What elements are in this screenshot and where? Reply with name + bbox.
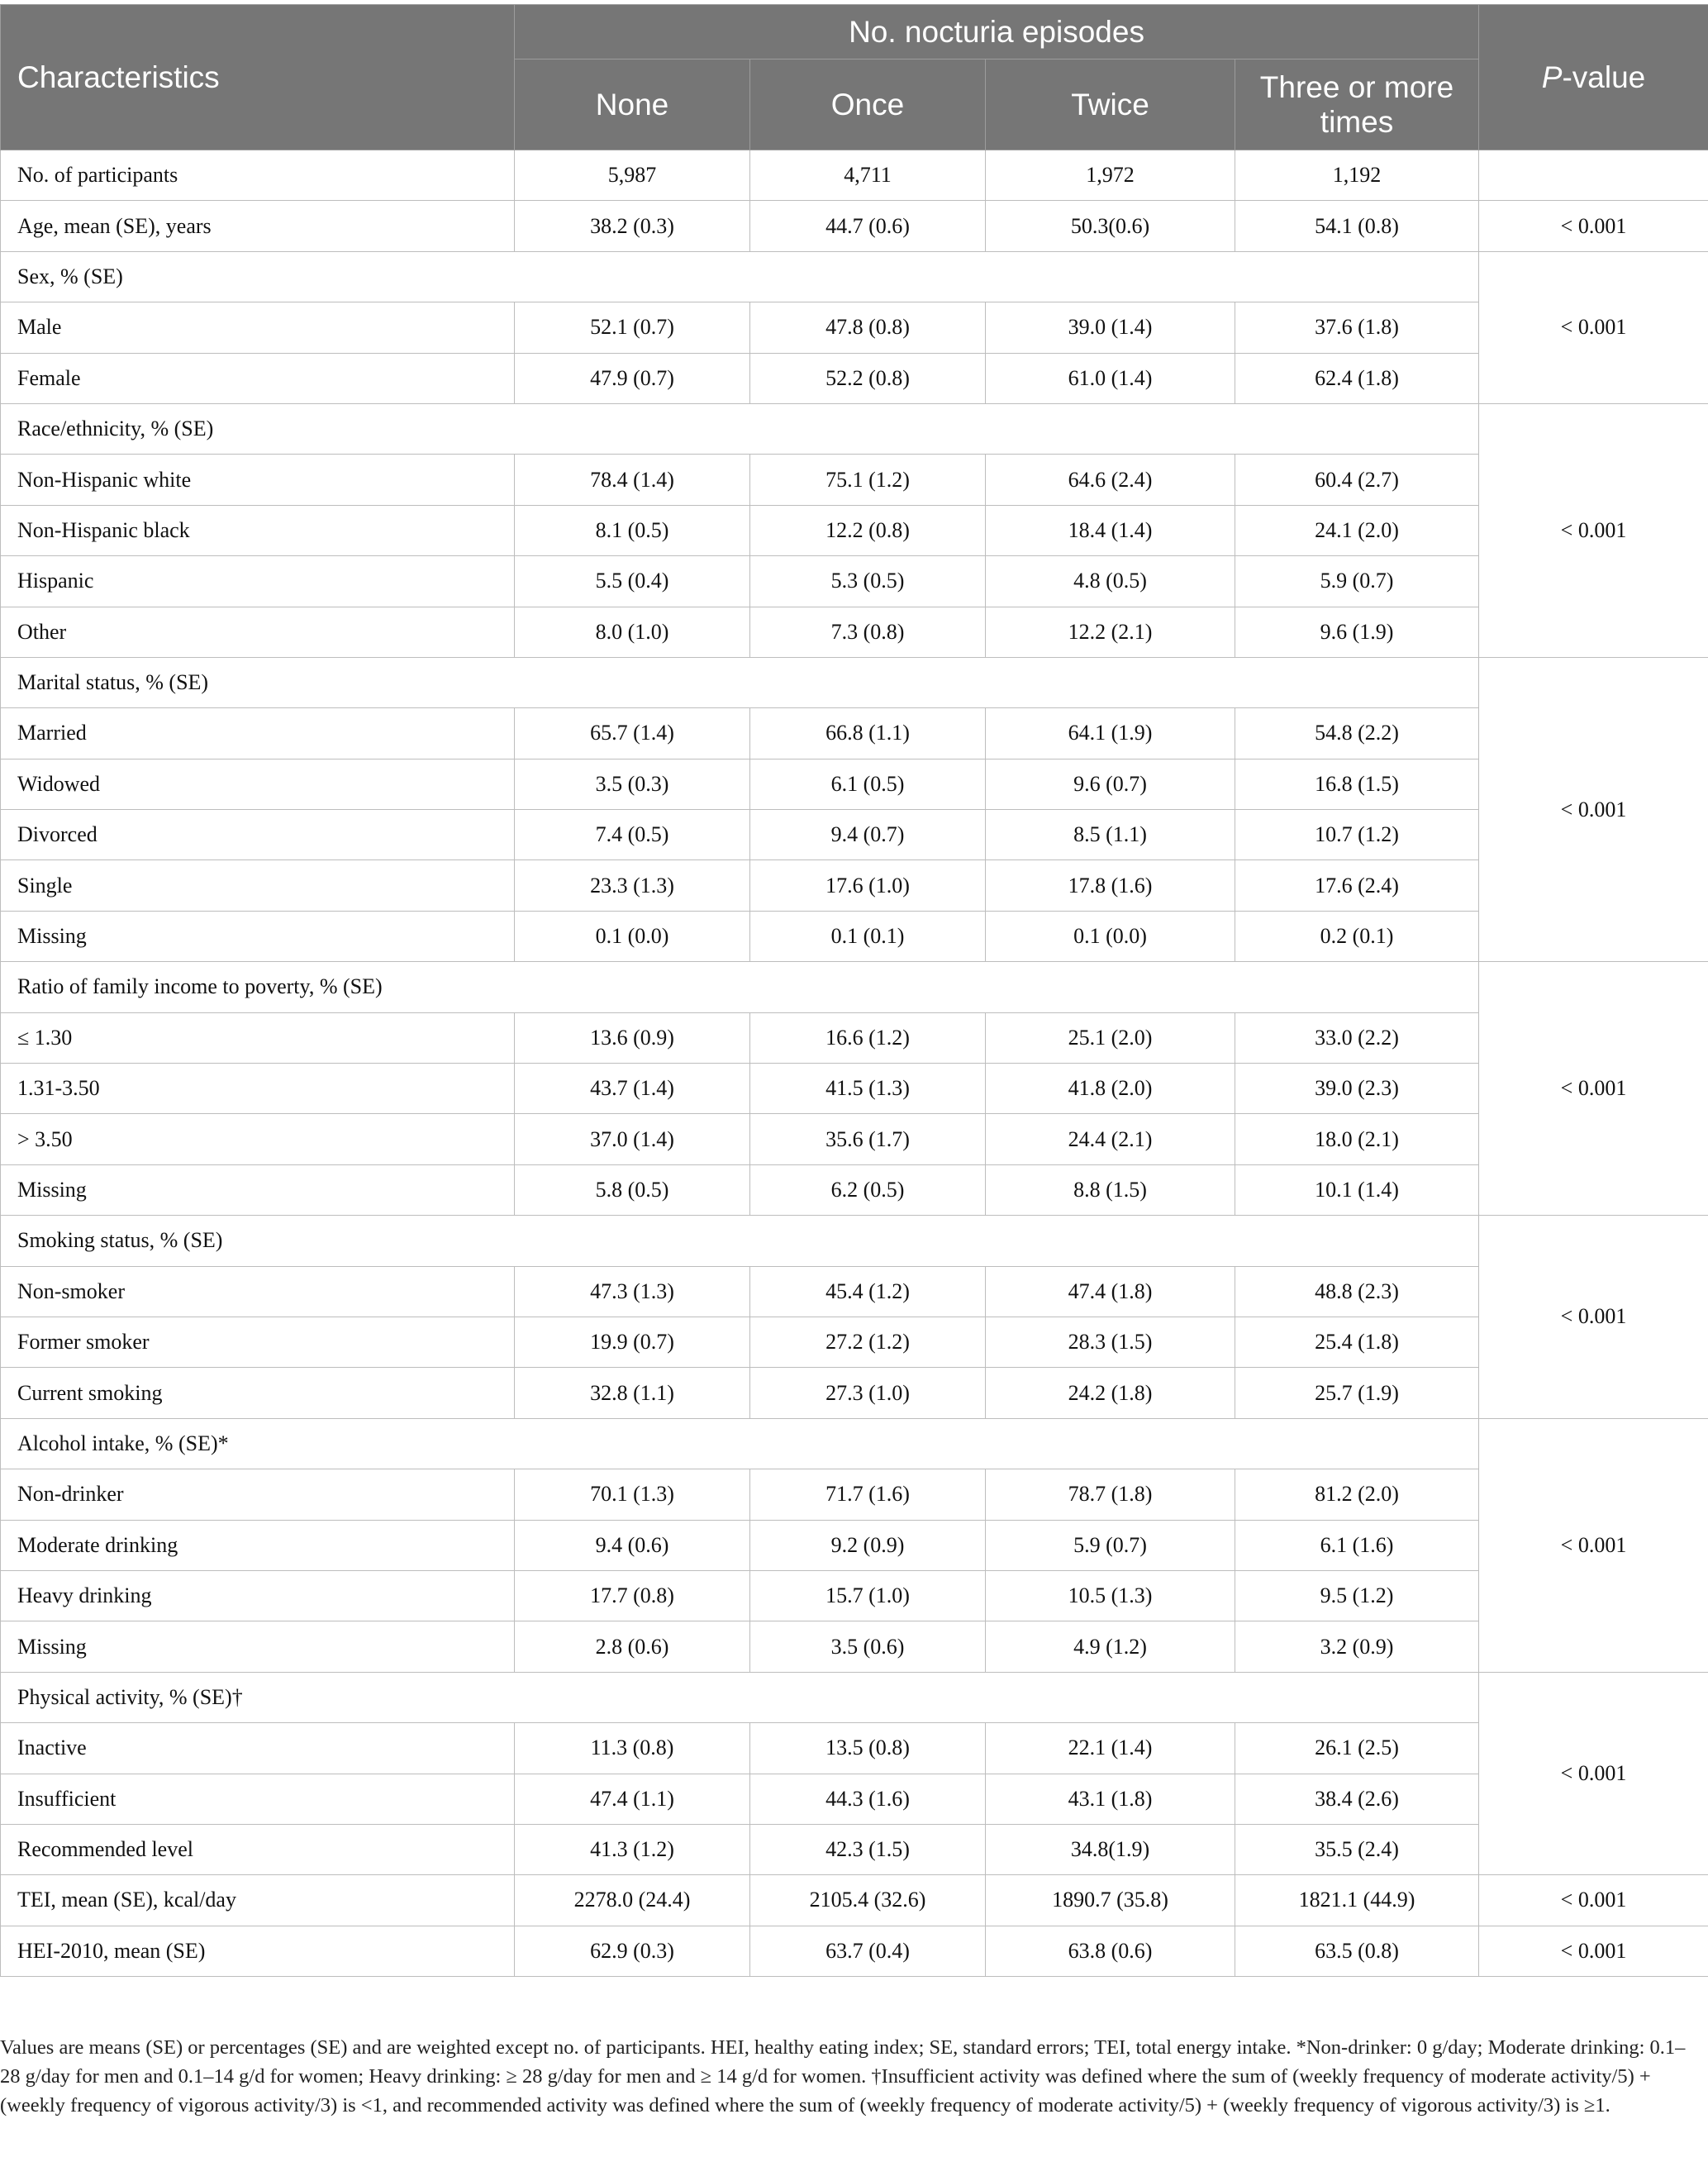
value-cell: 5.9 (0.7) (1235, 556, 1479, 607)
value-cell: 11.3 (0.8) (515, 1723, 750, 1774)
value-cell: 2105.4 (32.6) (750, 1875, 986, 1926)
value-cell: 9.5 (1.2) (1235, 1570, 1479, 1621)
row-label: Single (1, 860, 515, 911)
value-cell: 41.3 (1.2) (515, 1824, 750, 1874)
value-cell: 25.4 (1.8) (1235, 1317, 1479, 1367)
value-cell: 8.5 (1.1) (986, 810, 1235, 860)
row-label: Male (1, 302, 515, 353)
value-cell: 81.2 (2.0) (1235, 1469, 1479, 1520)
table-row (1, 1469, 1708, 1520)
value-cell: 10.5 (1.3) (986, 1570, 1235, 1621)
p-value-cell: < 0.001 (1479, 251, 1708, 403)
value-cell: 4.8 (0.5) (986, 556, 1235, 607)
value-cell: 63.8 (0.6) (986, 1926, 1235, 1976)
value-cell: 62.9 (0.3) (515, 1926, 750, 1976)
table-row (1, 1064, 1708, 1114)
table-row (1, 1317, 1708, 1367)
table-row (1, 302, 1708, 353)
value-cell: 13.5 (0.8) (750, 1723, 986, 1774)
value-cell: 9.4 (0.6) (515, 1520, 750, 1570)
value-cell: 17.7 (0.8) (515, 1570, 750, 1621)
p-value-cell: < 0.001 (1479, 403, 1708, 657)
value-cell: 17.8 (1.6) (986, 860, 1235, 911)
row-label: Married (1, 708, 515, 759)
table-row (1, 810, 1708, 860)
value-cell: 19.9 (0.7) (515, 1317, 750, 1367)
value-cell: 5,987 (515, 150, 750, 201)
p-value-cell: < 0.001 (1479, 657, 1708, 961)
row-label: Widowed (1, 759, 515, 809)
value-cell: 6.1 (0.5) (750, 759, 986, 809)
section-label: Smoking status, % (SE) (1, 1216, 1479, 1266)
section-row (1, 1418, 1708, 1469)
value-cell: 1821.1 (44.9) (1235, 1875, 1479, 1926)
table-row (1, 1012, 1708, 1063)
value-cell: 7.3 (0.8) (750, 607, 986, 657)
value-cell: 38.4 (2.6) (1235, 1774, 1479, 1824)
section-label: Alcohol intake, % (SE)* (1, 1418, 1479, 1469)
table-row (1, 1875, 1708, 1926)
table-row (1, 1520, 1708, 1570)
value-cell: 8.8 (1.5) (986, 1164, 1235, 1215)
table-row (1, 1570, 1708, 1621)
nocturia-episodes-header: No. nocturia episodes (515, 5, 1479, 60)
row-label: Other (1, 607, 515, 657)
value-cell: 24.2 (1.8) (986, 1368, 1235, 1418)
value-cell: 52.1 (0.7) (515, 302, 750, 353)
table-row (1, 1723, 1708, 1774)
row-label: Inactive (1, 1723, 515, 1774)
section-label: Physical activity, % (SE)† (1, 1672, 1479, 1722)
value-cell: 1,972 (986, 150, 1235, 201)
p-value-cell: < 0.001 (1479, 1418, 1708, 1672)
row-label: Missing (1, 1621, 515, 1672)
value-cell: 8.0 (1.0) (515, 607, 750, 657)
value-cell: 4,711 (750, 150, 986, 201)
value-cell: 0.2 (0.1) (1235, 911, 1479, 961)
table-row (1, 353, 1708, 403)
value-cell: 66.8 (1.1) (750, 708, 986, 759)
value-cell: 0.1 (0.0) (515, 911, 750, 961)
value-cell: 54.1 (0.8) (1235, 201, 1479, 251)
value-cell: 1,192 (1235, 150, 1479, 201)
value-cell: 1890.7 (35.8) (986, 1875, 1235, 1926)
value-cell: 48.8 (2.3) (1235, 1266, 1479, 1317)
p-value-cell: < 0.001 (1479, 1926, 1708, 1976)
section-row (1, 657, 1708, 707)
value-cell: 6.2 (0.5) (750, 1164, 986, 1215)
p-value-cell (1479, 150, 1708, 201)
value-cell: 71.7 (1.6) (750, 1469, 986, 1520)
value-cell: 12.2 (0.8) (750, 505, 986, 555)
value-cell: 33.0 (2.2) (1235, 1012, 1479, 1063)
value-cell: 4.9 (1.2) (986, 1621, 1235, 1672)
table-row (1, 1114, 1708, 1164)
section-row (1, 962, 1708, 1012)
value-cell: 37.6 (1.8) (1235, 302, 1479, 353)
value-cell: 17.6 (2.4) (1235, 860, 1479, 911)
row-label: Non-smoker (1, 1266, 515, 1317)
table-row (1, 1368, 1708, 1418)
table-row (1, 708, 1708, 759)
row-label: 1.31-3.50 (1, 1064, 515, 1114)
value-cell: 27.2 (1.2) (750, 1317, 986, 1367)
value-cell: 5.9 (0.7) (986, 1520, 1235, 1570)
value-cell: 24.1 (2.0) (1235, 505, 1479, 555)
value-cell: 47.4 (1.8) (986, 1266, 1235, 1317)
p-value-cell: < 0.001 (1479, 1672, 1708, 1875)
p-value-cell: < 0.001 (1479, 201, 1708, 251)
row-label: Current smoking (1, 1368, 515, 1418)
value-cell: 23.3 (1.3) (515, 860, 750, 911)
table-row (1, 911, 1708, 961)
table-footnote: Values are means (SE) or percentages (SE) and are weighted except no. of participants. HEI, healthy eating index; SE, standard errors; TEI, total energy intake. *Non-drinker: 0 g/day; Moderate drinking: 0.1–28 g/day for men and 0.1–14 g/d for women; Heavy drinking: ≥ 28 g/day for men and ≥ 14 g/d for women. †Insufficient activity was defined where the sum of (weekly frequency of moderate activity/5) + (weekly frequency of vigorous activity/3) is <1, and recommended activity was defined where the sum of (weekly frequency of moderate activity/5) + (weekly frequency of vigorous activity/3) is ≥1. (0, 2036, 1686, 2117)
value-cell: 60.4 (2.7) (1235, 455, 1479, 505)
value-cell: 18.4 (1.4) (986, 505, 1235, 555)
value-cell: 54.8 (2.2) (1235, 708, 1479, 759)
table-row (1, 556, 1708, 607)
value-cell: 27.3 (1.0) (750, 1368, 986, 1418)
value-cell: 3.2 (0.9) (1235, 1621, 1479, 1672)
row-label: Divorced (1, 810, 515, 860)
table-row (1, 607, 1708, 657)
section-row (1, 1672, 1708, 1722)
table-row (1, 455, 1708, 505)
value-cell: 7.4 (0.5) (515, 810, 750, 860)
value-cell: 63.5 (0.8) (1235, 1926, 1479, 1976)
p-value-cell: < 0.001 (1479, 962, 1708, 1216)
value-cell: 38.2 (0.3) (515, 201, 750, 251)
table-header (1, 5, 1708, 150)
value-cell: 25.7 (1.9) (1235, 1368, 1479, 1418)
row-label: ≤ 1.30 (1, 1012, 515, 1063)
value-cell: 47.8 (0.8) (750, 302, 986, 353)
row-label: TEI, mean (SE), kcal/day (1, 1875, 515, 1926)
value-cell: 75.1 (1.2) (750, 455, 986, 505)
value-cell: 17.6 (1.0) (750, 860, 986, 911)
value-cell: 43.7 (1.4) (515, 1064, 750, 1114)
row-label: Non-drinker (1, 1469, 515, 1520)
p-value-header: P-value (1479, 5, 1708, 150)
value-cell: 43.1 (1.8) (986, 1774, 1235, 1824)
table-row (1, 1774, 1708, 1824)
value-cell: 9.6 (0.7) (986, 759, 1235, 809)
value-cell: 34.8(1.9) (986, 1824, 1235, 1874)
column-header-three-or-more: Three or more times (1235, 60, 1479, 150)
value-cell: 24.4 (2.1) (986, 1114, 1235, 1164)
section-row (1, 1216, 1708, 1266)
table-row (1, 1164, 1708, 1215)
row-label: Non-Hispanic black (1, 505, 515, 555)
column-header-twice: Twice (986, 60, 1235, 150)
value-cell: 78.4 (1.4) (515, 455, 750, 505)
table-row (1, 1926, 1708, 1976)
value-cell: 35.6 (1.7) (750, 1114, 986, 1164)
value-cell: 44.3 (1.6) (750, 1774, 986, 1824)
section-label: Ratio of family income to poverty, % (SE) (1, 962, 1479, 1012)
section-label: Sex, % (SE) (1, 251, 1479, 302)
value-cell: 41.5 (1.3) (750, 1064, 986, 1114)
value-cell: 47.9 (0.7) (515, 353, 750, 403)
value-cell: 13.6 (0.9) (515, 1012, 750, 1063)
table-row (1, 1824, 1708, 1874)
value-cell: 10.1 (1.4) (1235, 1164, 1479, 1215)
value-cell: 44.7 (0.6) (750, 201, 986, 251)
value-cell: 37.0 (1.4) (515, 1114, 750, 1164)
table-row (1, 505, 1708, 555)
row-label: HEI-2010, mean (SE) (1, 1926, 515, 1976)
value-cell: 9.2 (0.9) (750, 1520, 986, 1570)
row-label: Age, mean (SE), years (1, 201, 515, 251)
value-cell: 61.0 (1.4) (986, 353, 1235, 403)
value-cell: 42.3 (1.5) (750, 1824, 986, 1874)
value-cell: 41.8 (2.0) (986, 1064, 1235, 1114)
table-row (1, 1621, 1708, 1672)
value-cell: 45.4 (1.2) (750, 1266, 986, 1317)
row-label: Missing (1, 1164, 515, 1215)
value-cell: 18.0 (2.1) (1235, 1114, 1479, 1164)
value-cell: 0.1 (0.0) (986, 911, 1235, 961)
value-cell: 0.1 (0.1) (750, 911, 986, 961)
section-label: Race/ethnicity, % (SE) (1, 403, 1479, 454)
value-cell: 3.5 (0.3) (515, 759, 750, 809)
value-cell: 62.4 (1.8) (1235, 353, 1479, 403)
section-label: Marital status, % (SE) (1, 657, 1479, 707)
value-cell: 10.7 (1.2) (1235, 810, 1479, 860)
section-row (1, 403, 1708, 454)
value-cell: 2.8 (0.6) (515, 1621, 750, 1672)
value-cell: 8.1 (0.5) (515, 505, 750, 555)
row-label: Missing (1, 911, 515, 961)
value-cell: 32.8 (1.1) (515, 1368, 750, 1418)
baseline-characteristics-table (0, 4, 1708, 1977)
row-label: Moderate drinking (1, 1520, 515, 1570)
value-cell: 35.5 (2.4) (1235, 1824, 1479, 1874)
value-cell: 64.1 (1.9) (986, 708, 1235, 759)
column-header-once: Once (750, 60, 986, 150)
value-cell: 63.7 (0.4) (750, 1926, 986, 1976)
value-cell: 50.3(0.6) (986, 201, 1235, 251)
value-cell: 9.6 (1.9) (1235, 607, 1479, 657)
value-cell: 26.1 (2.5) (1235, 1723, 1479, 1774)
row-label: Heavy drinking (1, 1570, 515, 1621)
row-label: Former smoker (1, 1317, 515, 1367)
row-label: No. of participants (1, 150, 515, 201)
value-cell: 9.4 (0.7) (750, 810, 986, 860)
value-cell: 25.1 (2.0) (986, 1012, 1235, 1063)
column-header-none: None (515, 60, 750, 150)
table-row (1, 201, 1708, 251)
row-label: Non-Hispanic white (1, 455, 515, 505)
value-cell: 15.7 (1.0) (750, 1570, 986, 1621)
row-label: > 3.50 (1, 1114, 515, 1164)
section-row (1, 251, 1708, 302)
value-cell: 28.3 (1.5) (986, 1317, 1235, 1367)
row-label: Hispanic (1, 556, 515, 607)
value-cell: 64.6 (2.4) (986, 455, 1235, 505)
value-cell: 5.8 (0.5) (515, 1164, 750, 1215)
value-cell: 16.6 (1.2) (750, 1012, 986, 1063)
table-row (1, 759, 1708, 809)
value-cell: 47.4 (1.1) (515, 1774, 750, 1824)
table-body (1, 150, 1708, 1977)
table-row (1, 1266, 1708, 1317)
value-cell: 5.5 (0.4) (515, 556, 750, 607)
value-cell: 47.3 (1.3) (515, 1266, 750, 1317)
value-cell: 5.3 (0.5) (750, 556, 986, 607)
value-cell: 78.7 (1.8) (986, 1469, 1235, 1520)
row-label: Female (1, 353, 515, 403)
table-row (1, 860, 1708, 911)
row-label: Insufficient (1, 1774, 515, 1824)
value-cell: 2278.0 (24.4) (515, 1875, 750, 1926)
value-cell: 12.2 (2.1) (986, 607, 1235, 657)
value-cell: 22.1 (1.4) (986, 1723, 1235, 1774)
value-cell: 6.1 (1.6) (1235, 1520, 1479, 1570)
p-value-cell: < 0.001 (1479, 1875, 1708, 1926)
value-cell: 65.7 (1.4) (515, 708, 750, 759)
value-cell: 39.0 (1.4) (986, 302, 1235, 353)
table-row (1, 150, 1708, 201)
row-label: Recommended level (1, 1824, 515, 1874)
value-cell: 16.8 (1.5) (1235, 759, 1479, 809)
characteristics-header: Characteristics (1, 5, 515, 150)
value-cell: 70.1 (1.3) (515, 1469, 750, 1520)
p-value-cell: < 0.001 (1479, 1216, 1708, 1419)
value-cell: 3.5 (0.6) (750, 1621, 986, 1672)
value-cell: 39.0 (2.3) (1235, 1064, 1479, 1114)
value-cell: 52.2 (0.8) (750, 353, 986, 403)
